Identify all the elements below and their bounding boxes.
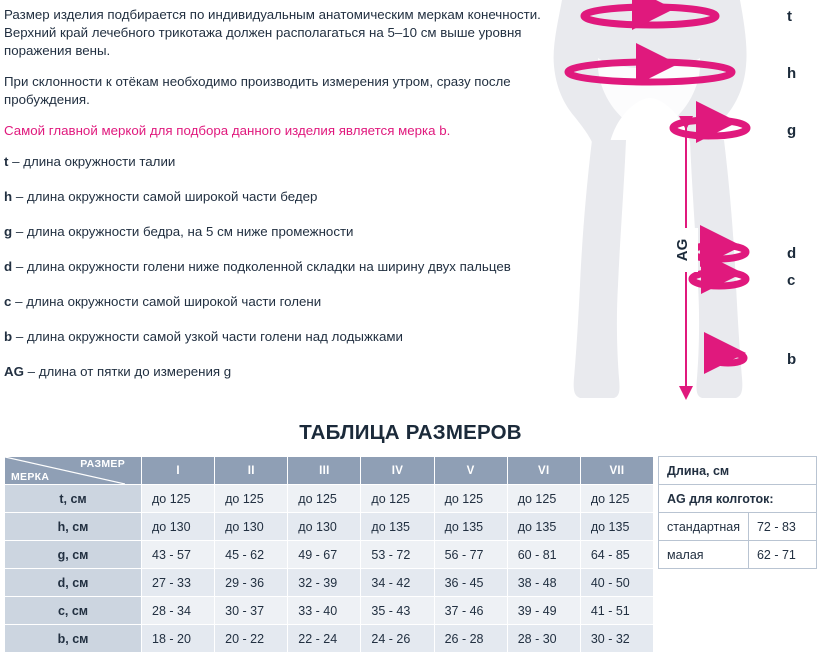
length-table-header-row [659, 457, 817, 485]
cell: 40 - 50 [580, 569, 653, 597]
cell: 32 - 39 [288, 569, 361, 597]
legs-measurement-illustration [540, 0, 821, 415]
row-label: g, см [5, 541, 142, 569]
cell: 60 - 81 [507, 541, 580, 569]
legend-key: t [4, 154, 9, 169]
intro-paragraph-2: При склонности к отёкам необходимо производить измерения утром, сразу после пробуждения. [4, 74, 511, 107]
cell: 22 - 24 [288, 625, 361, 653]
size-table-header-row [5, 457, 654, 485]
column-header-7: VII [580, 457, 653, 485]
cell: до 125 [288, 485, 361, 513]
label-b: b [787, 351, 797, 368]
column-header-2: II [215, 457, 288, 485]
legend-item [4, 363, 549, 381]
legend-key: h [4, 189, 13, 204]
legend-item [4, 188, 549, 206]
cell: до 130 [215, 513, 288, 541]
cell: до 135 [507, 513, 580, 541]
cell: 39 - 49 [507, 597, 580, 625]
size-axis-label: РАЗМЕР [80, 458, 125, 470]
cell: 30 - 37 [215, 597, 288, 625]
table-row [5, 597, 654, 625]
length-table [658, 456, 817, 650]
label-h: h [787, 65, 797, 82]
length-table-spacer [659, 596, 817, 623]
column-header-4: IV [361, 457, 434, 485]
legend-item [4, 293, 549, 311]
legend-text: – длина окружности самой широкой части голени [11, 294, 322, 309]
label-d: d [787, 245, 797, 262]
legend-key: c [4, 294, 12, 309]
legend-text: – длина окружности самой узкой части голени над лодыжками [12, 329, 403, 344]
table-row [5, 513, 654, 541]
column-header-6: VI [507, 457, 580, 485]
column-header-3: III [288, 457, 361, 485]
cell: 34 - 42 [361, 569, 434, 597]
cell: 41 - 51 [580, 597, 653, 625]
cell: 37 - 46 [434, 597, 507, 625]
cell: до 125 [215, 485, 288, 513]
cell: 28 - 34 [142, 597, 215, 625]
length-table-header: Длина, см [659, 457, 817, 485]
cell: 20 - 22 [215, 625, 288, 653]
cell: до 125 [434, 485, 507, 513]
cell: 53 - 72 [361, 541, 434, 569]
length-row-value: 62 - 71 [748, 541, 816, 569]
cell: до 135 [434, 513, 507, 541]
legend-item [4, 258, 549, 276]
label-t: t [787, 8, 792, 25]
label-c: c [787, 272, 796, 289]
legend-text: – длина окружности самой широкой части бедер [12, 189, 318, 204]
table-row [659, 541, 817, 569]
cell: до 135 [361, 513, 434, 541]
length-row-value: 72 - 83 [748, 513, 816, 541]
legend-text: – длина окружности талии [8, 154, 176, 169]
row-label: b, см [5, 625, 142, 653]
table-row [659, 513, 817, 541]
length-table-spacer [659, 569, 817, 597]
measurement-legend [4, 153, 549, 381]
cell: 33 - 40 [288, 597, 361, 625]
cell: 24 - 26 [361, 625, 434, 653]
cell: до 130 [288, 513, 361, 541]
cell: 26 - 28 [434, 625, 507, 653]
cell: до 125 [361, 485, 434, 513]
length-row-label: стандартная [659, 513, 749, 541]
ag-label: AG [674, 238, 691, 262]
cell: 30 - 32 [580, 625, 653, 653]
cell: 29 - 36 [215, 569, 288, 597]
row-label: d, см [5, 569, 142, 597]
legend-item [4, 328, 549, 346]
label-g: g [787, 122, 797, 139]
cell: до 125 [580, 485, 653, 513]
row-label: h, см [5, 513, 142, 541]
cell: 38 - 48 [507, 569, 580, 597]
cell: 35 - 43 [361, 597, 434, 625]
table-row [659, 485, 817, 513]
legend-key: d [4, 259, 13, 274]
table-row [5, 485, 654, 513]
cell: 64 - 85 [580, 541, 653, 569]
table-title: ТАБЛИЦА РАЗМЕРОВ [299, 421, 522, 444]
cell: 27 - 33 [142, 569, 215, 597]
cell: 56 - 77 [434, 541, 507, 569]
legend-key: AG [4, 364, 24, 379]
cell: 18 - 20 [142, 625, 215, 653]
text-column [4, 6, 549, 398]
intro-paragraph-highlight: Самой главной меркой для подбора данного изделия является мерка b. [4, 123, 451, 138]
length-table-spacer [659, 623, 817, 650]
row-label: c, см [5, 597, 142, 625]
column-header-5: V [434, 457, 507, 485]
cell: до 130 [142, 513, 215, 541]
legend-text: – длина окружности бедра, на 5 см ниже промежности [12, 224, 354, 239]
legend-text: – длина от пятки до измерения g [23, 364, 232, 379]
legend-key: b [4, 329, 13, 344]
table-row [5, 541, 654, 569]
cell: до 125 [507, 485, 580, 513]
cell: до 135 [580, 513, 653, 541]
cell: 45 - 62 [215, 541, 288, 569]
cell: до 125 [142, 485, 215, 513]
length-table-subheader: AG для колготок: [659, 485, 817, 513]
legend-item [4, 223, 549, 241]
cell: 36 - 45 [434, 569, 507, 597]
table-row [5, 625, 654, 653]
legend-text: – длина окружности голени ниже подколенной складки на ширину двух пальцев [12, 259, 511, 274]
cell: 28 - 30 [507, 625, 580, 653]
legend-key: g [4, 224, 13, 239]
cell: 49 - 67 [288, 541, 361, 569]
size-table-corner-cell [5, 457, 142, 485]
row-label: t, см [5, 485, 142, 513]
cell: 43 - 57 [142, 541, 215, 569]
intro-paragraph-1: Размер изделия подбирается по индивидуальным анатомическим меркам конечности. Верхний край лечебного трикотажа должен располагаться на 5–10 см выше уровня поражения вены. [4, 7, 541, 58]
table-row [5, 569, 654, 597]
legend-item [4, 153, 549, 171]
size-table [4, 456, 654, 653]
column-header-1: I [142, 457, 215, 485]
measure-axis-label: МЕРКА [11, 471, 50, 483]
length-row-label: малая [659, 541, 749, 569]
